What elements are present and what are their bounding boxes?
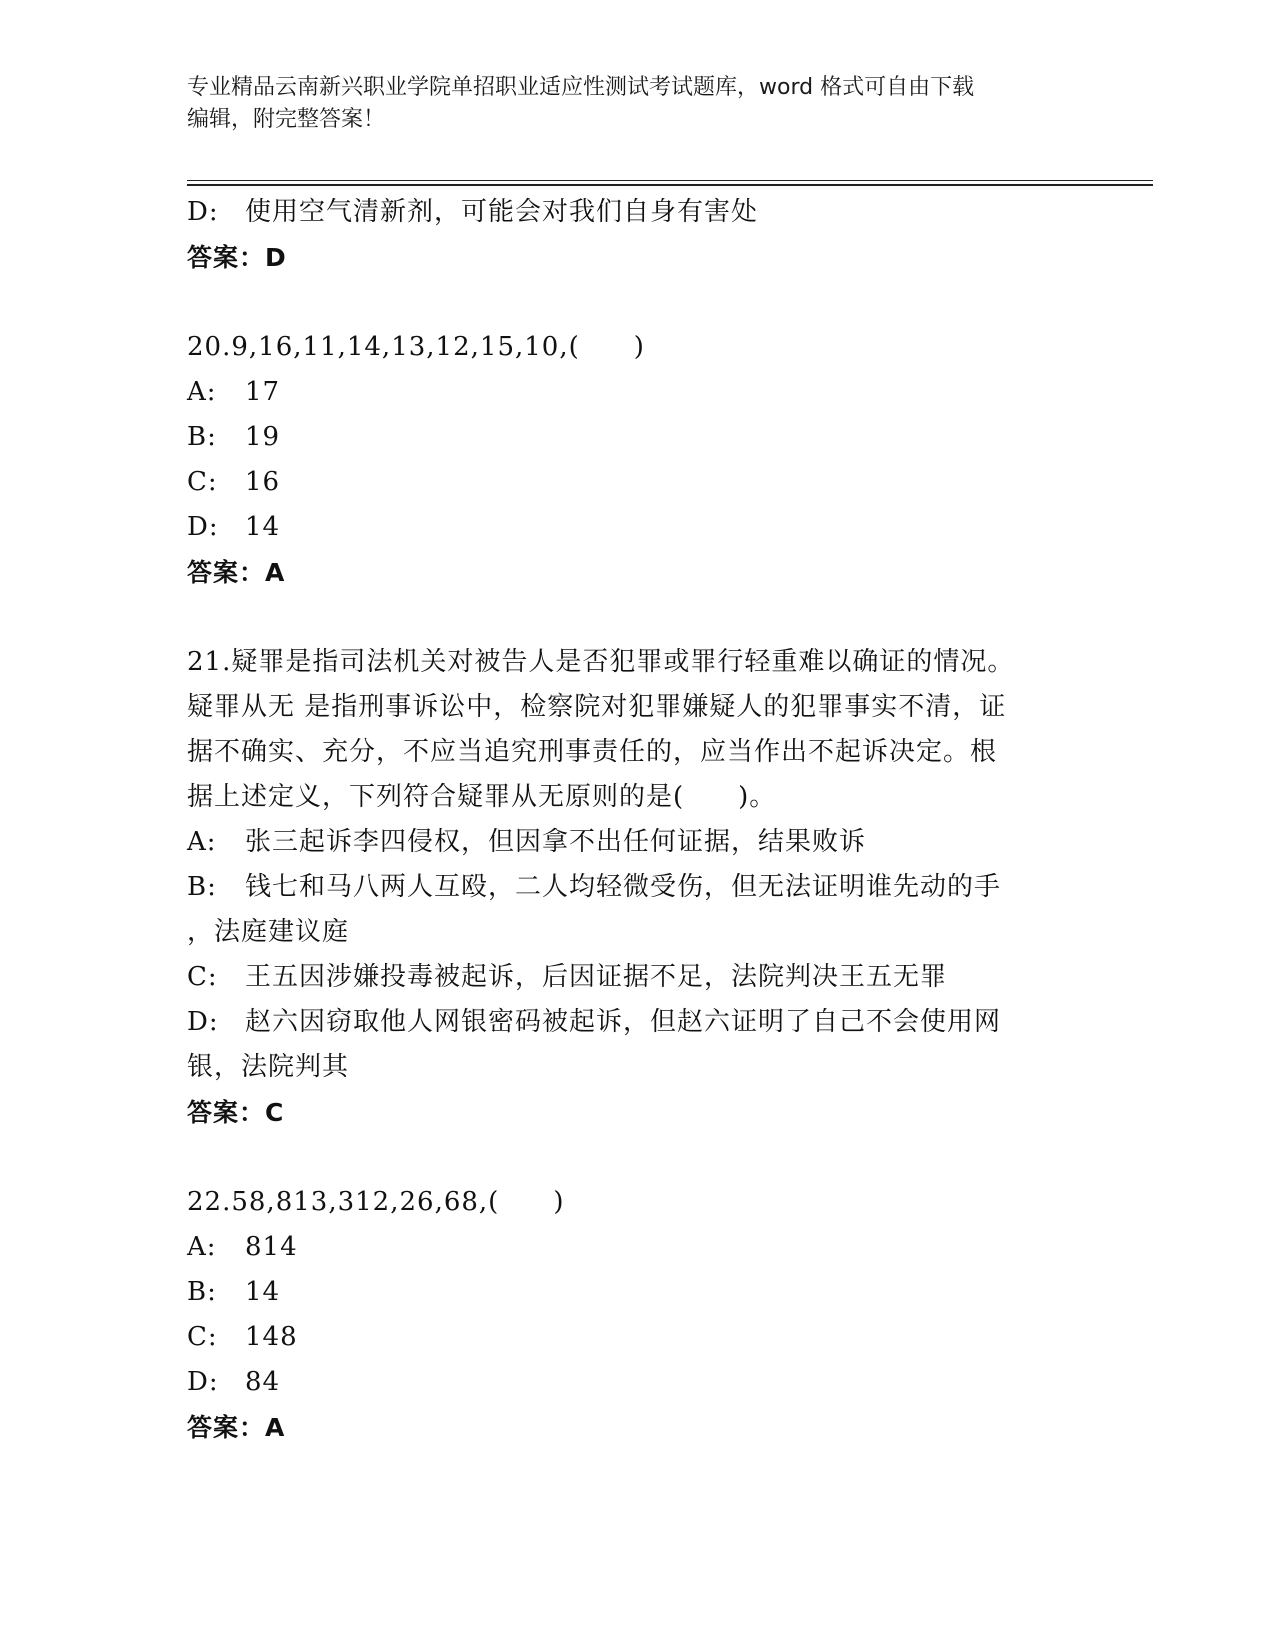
option-label: A: [187,827,217,857]
option-text: 赵六因窃取他人网银密码被起诉，但赵六证明了自己不会使用网 [245,1007,1002,1037]
q22-option-a [187,1225,1087,1270]
q22-option-b [187,1270,1087,1315]
option-label: D: [187,1007,219,1037]
q21-option-b-continued: ，法庭建议庭 [187,917,350,947]
option-text: 14 [245,512,281,542]
q22-answer: 答案：A [187,1413,286,1442]
q21-stem-line-3: 据不确实、充分，不应当追究刑事责任的，应当作出不起诉决定。根 [187,737,998,767]
spacer [187,280,1087,325]
q19-option-d [187,190,1087,235]
option-text: 814 [245,1232,298,1262]
page-header [187,72,1067,136]
question-content [187,190,1087,1450]
option-text: 84 [245,1367,281,1397]
q20-option-d [187,505,1087,550]
option-label: A: [187,377,217,407]
q20-stem: 20.9,16,11,14,13,12,15,10,( ) [187,332,645,362]
option-text: 钱七和马八两人互殴，二人均轻微受伤，但无法证明谁先动的手 [245,872,1002,902]
spacer [187,1135,1087,1180]
q19-answer: 答案：D [187,243,287,272]
option-text: 使用空气清新剂，可能会对我们自身有害处 [245,197,759,227]
q21-stem-line-2: 疑罪从无 是指刑事诉讼中，检察院对犯罪嫌疑人的犯罪事实不清，证 [187,692,1007,722]
option-label: D: [187,512,219,542]
q21-stem-line-1: 21.疑罪是指司法机关对被告人是否犯罪或罪行轻重难以确证的情况。 [187,647,1015,677]
option-text: 16 [245,467,281,497]
option-text: 王五因涉嫌投毒被起诉，后因证据不足，法院判决王五无罪 [245,962,948,992]
q21-option-c [187,955,1087,1000]
option-label: D: [187,1367,219,1397]
option-text: 张三起诉李四侵权，但因拿不出任何证据，结果败诉 [245,827,867,857]
header-divider-thin [187,180,1153,181]
option-label: C: [187,467,218,497]
q21-answer: 答案：C [187,1098,285,1127]
q20-answer: 答案：A [187,558,286,587]
option-label: C: [187,1322,218,1352]
q20-option-a [187,370,1087,415]
q20-option-b [187,415,1087,460]
q21-stem-line-4: 据上述定义，下列符合疑罪从无原则的是( )。 [187,782,777,812]
q20-option-c [187,460,1087,505]
option-text: 14 [245,1277,281,1307]
header-divider-thick [187,184,1153,186]
q22-option-c [187,1315,1087,1360]
q21-option-a [187,820,1087,865]
option-text: 17 [245,377,281,407]
q21-option-d [187,1000,1087,1045]
spacer [187,595,1087,640]
option-text: 19 [245,422,281,452]
q22-option-d [187,1360,1087,1405]
q21-option-b [187,865,1087,910]
option-label: B: [187,422,217,452]
option-text: 148 [245,1322,298,1352]
option-label: B: [187,872,217,902]
q22-stem: 22.58,813,312,26,68,( ) [187,1187,565,1217]
option-label: D: [187,197,219,227]
option-label: C: [187,962,218,992]
header-line-2: 编辑，附完整答案！ [187,107,386,132]
q21-option-d-continued: 银，法院判其 [187,1052,350,1082]
option-label: B: [187,1277,217,1307]
option-label: A: [187,1232,217,1262]
header-line-1: 专业精品云南新兴职业学院单招职业适应性测试考试题库，word 格式可自由下载 [187,75,975,100]
